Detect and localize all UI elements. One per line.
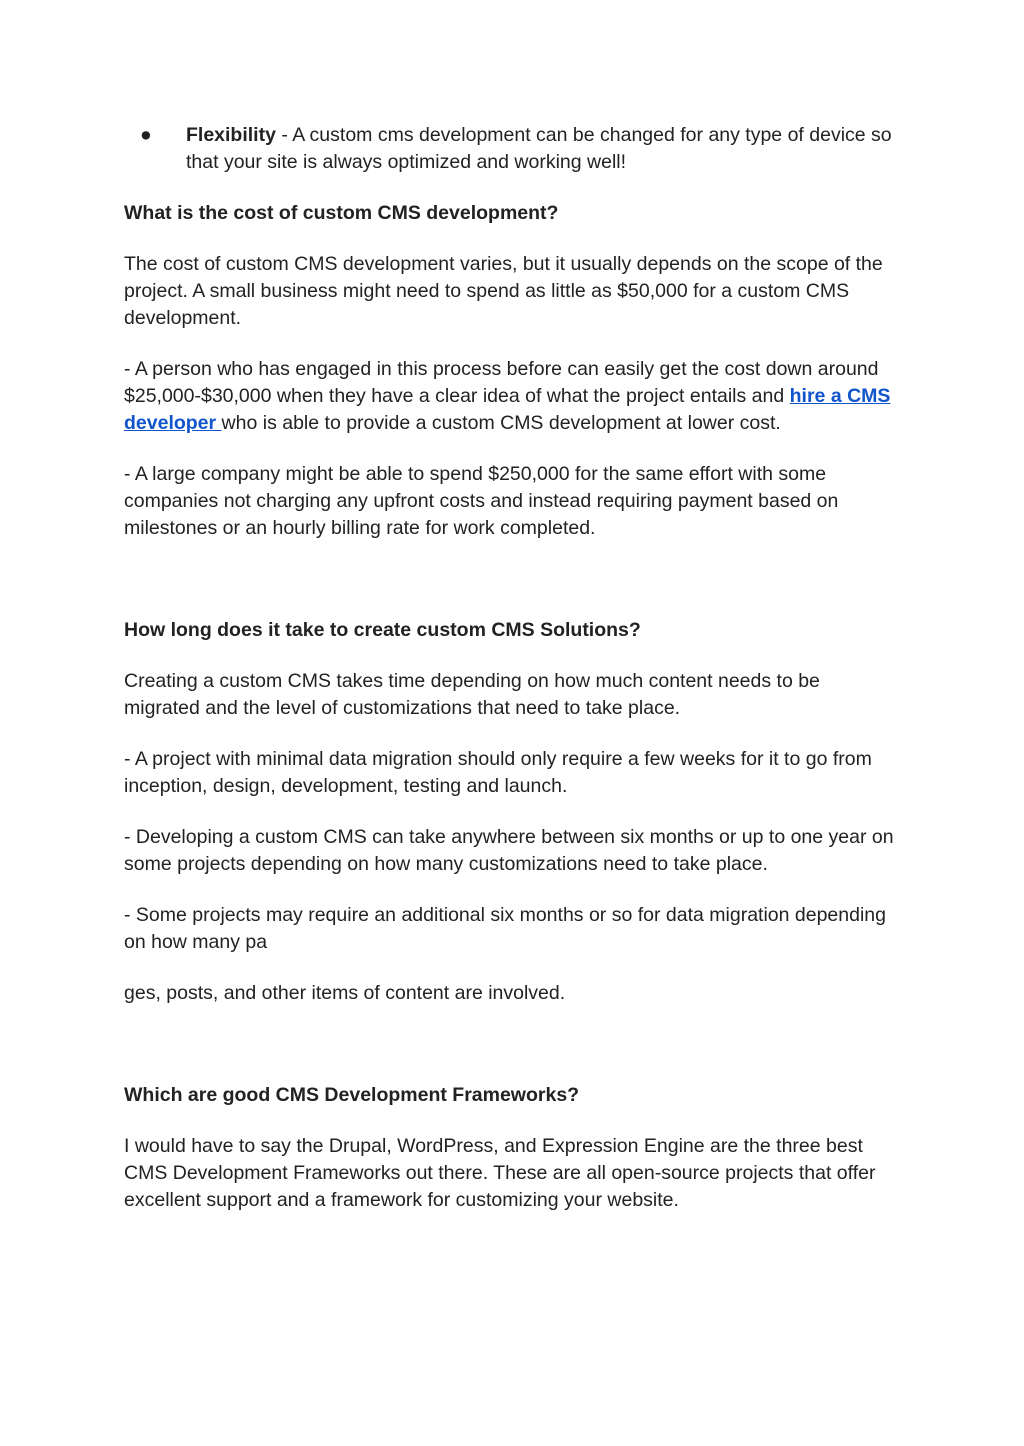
bullet-term: Flexibility: [186, 124, 276, 146]
paragraph-duration-intro: Creating a custom CMS takes time depending on how much content needs to be migrated and the level of customizations that need to take place.: [124, 670, 820, 719]
paragraph-duration-migration: - Some projects may require an additional six months or so for data migration depending on how many pa: [124, 904, 886, 953]
paragraph-duration-minimal: - A project with minimal data migration should only require a few weeks for it to go from inception, design, development, testing and launch.: [124, 748, 872, 797]
paragraph-cost-company: - A large company might be able to spend $250,000 for the same effort with some companies not charging any upfront costs and instead requiring payment based on milestones or an hourly billing rate for work completed.: [124, 463, 839, 539]
paragraph-cost-person-start: - A person who has engaged in this process before can easily get the cost down around $25,000-$30,000 when they have a clear idea of what the project entails and: [124, 358, 879, 407]
heading-duration: How long does it take to create custom CMS Solutions?: [124, 619, 641, 641]
heading-frameworks: Which are good CMS Development Frameworks?: [124, 1084, 580, 1106]
document-page: [124, 122, 900, 1214]
bullet-text: - A custom cms development can be changed for any type of device so that your site is always optimized and working well!: [186, 124, 892, 173]
bullet-flexibility: [124, 122, 900, 176]
paragraph-cost-person-end: who is able to provide a custom CMS development at lower cost.: [221, 412, 781, 434]
paragraph-duration-continued: ges, posts, and other items of content are involved.: [124, 982, 566, 1004]
paragraph-cost-person: [124, 356, 900, 437]
paragraph-cost-intro: The cost of custom CMS development varies, but it usually depends on the scope of the project. A small business might need to spend as little as $50,000 for a custom CMS development.: [124, 253, 883, 329]
hire-cms-developer-link[interactable]: hire a CMS developer: [124, 385, 891, 434]
bullet-dot: ●: [140, 124, 152, 146]
paragraph-frameworks: I would have to say the Drupal, WordPress, and Expression Engine are the three best CMS Development Frameworks out there. These are all open-source projects that offer excellent support and a framework for customizing your website.: [124, 1135, 876, 1211]
heading-cost: What is the cost of custom CMS development?: [124, 202, 559, 224]
paragraph-duration-developing: - Developing a custom CMS can take anywhere between six months or up to one year on some projects depending on how many customizations need to take place.: [124, 826, 894, 875]
